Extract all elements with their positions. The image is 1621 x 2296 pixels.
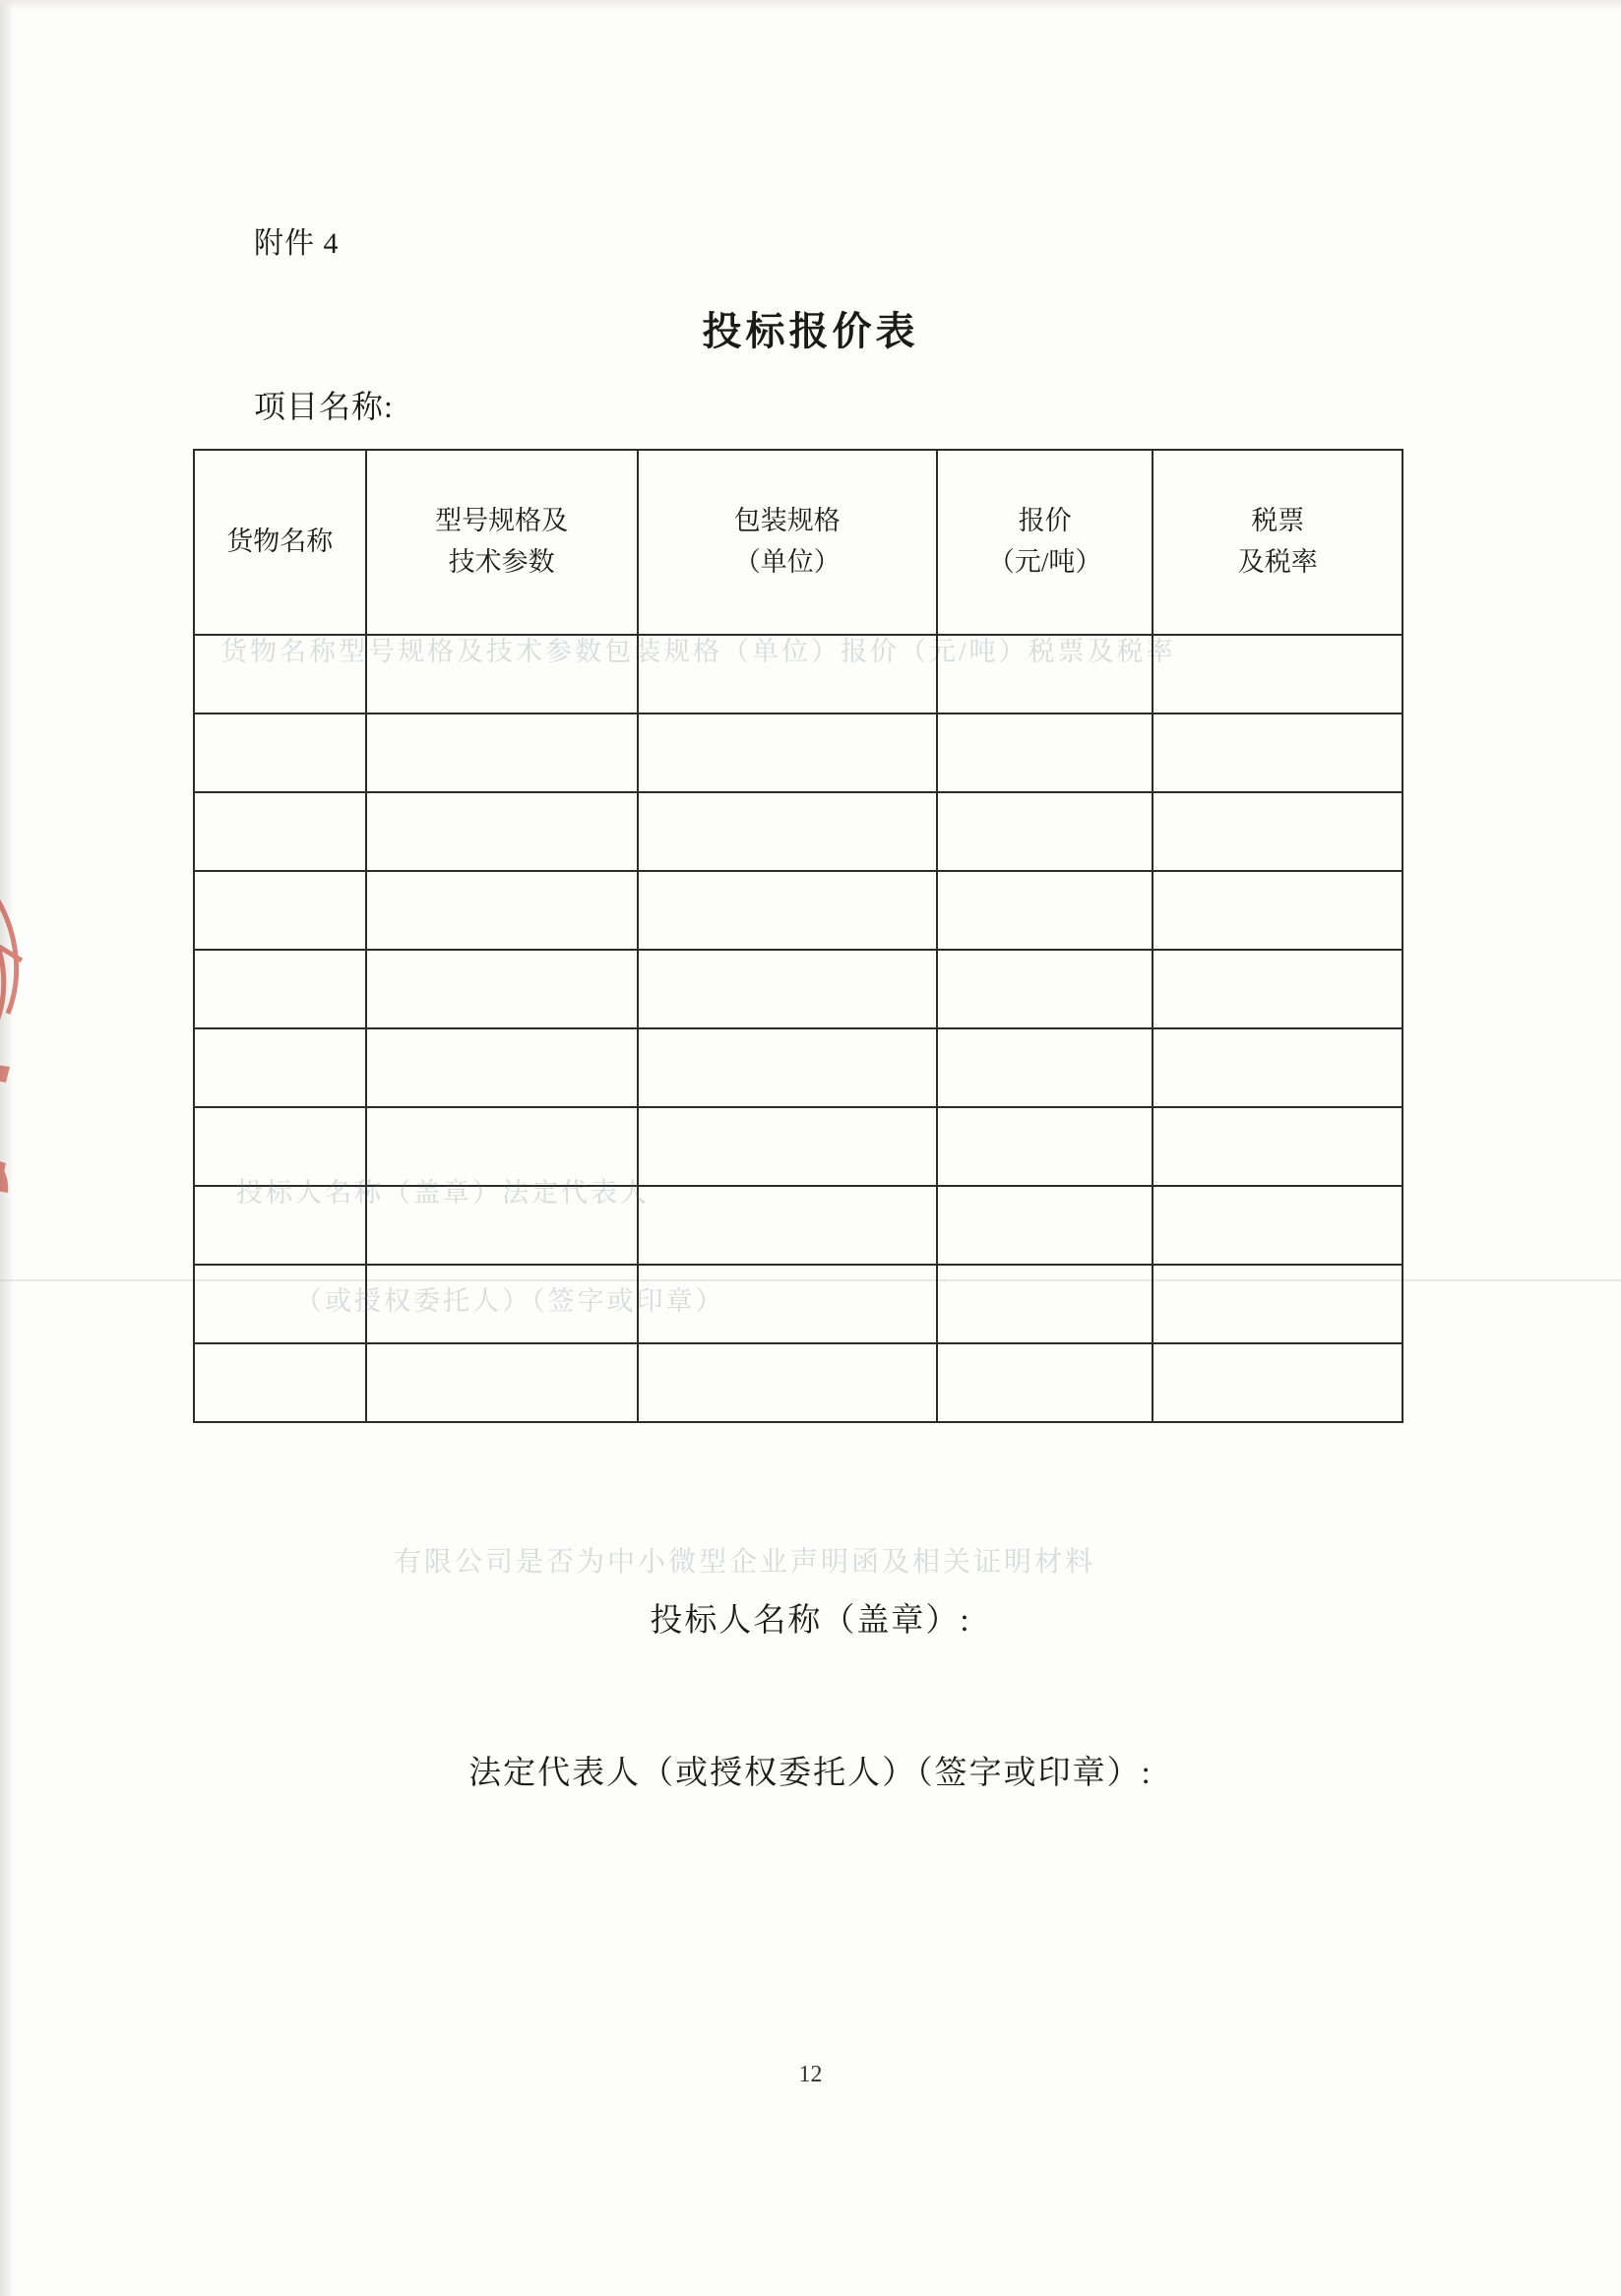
table-cell[interactable] (1153, 871, 1403, 950)
bidder-name-label: 投标人名称（盖章）: (650, 1603, 971, 1639)
table-cell[interactable] (194, 792, 366, 871)
table-cell[interactable] (937, 1265, 1153, 1343)
table-body (194, 635, 1403, 1422)
table-cell[interactable] (638, 1186, 937, 1265)
column-header-line1: 包装规格 (733, 506, 841, 536)
table-cell[interactable] (194, 1343, 366, 1422)
table-cell[interactable] (366, 871, 638, 950)
table-row[interactable] (194, 1343, 1403, 1422)
column-header-goods-name (194, 450, 366, 635)
table-cell[interactable] (937, 871, 1153, 950)
project-name-label: 项目名称: (254, 389, 394, 424)
table-cell[interactable] (638, 1028, 937, 1107)
table-row[interactable] (194, 1265, 1403, 1343)
table-cell[interactable] (937, 1107, 1153, 1186)
table-row[interactable] (194, 1107, 1403, 1186)
table-row[interactable] (194, 635, 1403, 714)
table-row[interactable] (194, 714, 1403, 792)
attachment-label: 附件 4 (254, 227, 340, 260)
table-cell[interactable] (937, 714, 1153, 792)
table-cell[interactable] (937, 635, 1153, 714)
table-cell[interactable] (366, 635, 638, 714)
column-header-line2: 技术参数 (448, 547, 555, 577)
column-header-line1: 货物名称 (226, 527, 334, 557)
page-number: 12 (798, 2062, 823, 2087)
table-cell[interactable] (366, 950, 638, 1028)
table-header (194, 450, 1403, 635)
column-header-price (937, 450, 1153, 635)
legal-representative-label: 法定代表人（或授权委托人）（签字或印章）: (468, 1756, 1153, 1791)
column-header-line2: 及税率 (1237, 547, 1318, 577)
table-row[interactable] (194, 1028, 1403, 1107)
table-cell[interactable] (638, 1107, 937, 1186)
table-cell[interactable] (194, 950, 366, 1028)
column-header-model-spec (366, 450, 638, 635)
column-header-line1: 税票 (1251, 506, 1305, 536)
ghost-showthrough-text: （或授权委托人）（签字或印章） (295, 1286, 725, 1316)
table-cell[interactable] (194, 635, 366, 714)
table-cell[interactable] (1153, 1028, 1403, 1107)
table-cell[interactable] (937, 792, 1153, 871)
table-cell[interactable] (1153, 1265, 1403, 1343)
table-cell[interactable] (1153, 1107, 1403, 1186)
table-cell[interactable] (638, 950, 937, 1028)
table-cell[interactable] (194, 1186, 366, 1265)
scan-edge-shadow-top (0, 0, 1621, 10)
table-cell[interactable] (1153, 714, 1403, 792)
table-cell[interactable] (194, 1265, 366, 1343)
table-row[interactable] (194, 792, 1403, 871)
table-cell[interactable] (366, 1343, 638, 1422)
table-cell[interactable] (638, 871, 937, 950)
table-cell[interactable] (937, 1343, 1153, 1422)
table-cell[interactable] (638, 635, 937, 714)
table-cell[interactable] (366, 792, 638, 871)
table-cell[interactable] (937, 1028, 1153, 1107)
table-row[interactable] (194, 871, 1403, 950)
table-cell[interactable] (937, 950, 1153, 1028)
table-cell[interactable] (1153, 635, 1403, 714)
table-cell[interactable] (194, 1107, 366, 1186)
table-cell[interactable] (1153, 792, 1403, 871)
table-cell[interactable] (194, 714, 366, 792)
table-header-row (194, 450, 1403, 635)
column-header-line2: （元/吨） (987, 547, 1102, 577)
table-cell[interactable] (638, 1343, 937, 1422)
table-cell[interactable] (1153, 1343, 1403, 1422)
table-cell[interactable] (366, 1107, 638, 1186)
column-header-line1: 型号规格及 (435, 506, 569, 536)
ghost-showthrough-text: 有限公司是否为中小微型企业声明函及相关证明材料 (394, 1547, 1096, 1578)
table-cell[interactable] (366, 1028, 638, 1107)
ghost-showthrough-text: 货物名称型号规格及技术参数包装规格（单位）报价（元/吨）税票及税率 (220, 637, 1176, 666)
column-header-tax (1153, 450, 1403, 635)
table-cell[interactable] (638, 714, 937, 792)
red-seal-stamp (0, 866, 96, 1220)
table-cell[interactable] (194, 1028, 366, 1107)
table-cell[interactable] (1153, 1186, 1403, 1265)
column-header-packaging-spec (638, 450, 937, 635)
bid-price-table (193, 449, 1403, 1423)
table-cell[interactable] (638, 792, 937, 871)
table-cell[interactable] (366, 714, 638, 792)
table-cell[interactable] (937, 1186, 1153, 1265)
page-title: 投标报价表 (702, 309, 919, 353)
column-header-line1: 报价 (1018, 506, 1072, 536)
table-row[interactable] (194, 1186, 1403, 1265)
table-cell[interactable] (1153, 950, 1403, 1028)
column-header-line2: （单位） (733, 547, 841, 577)
ghost-showthrough-text: 投标人名称（盖章）法定代表人 (236, 1178, 650, 1208)
table-cell[interactable] (366, 1265, 638, 1343)
table-cell[interactable] (638, 1265, 937, 1343)
table-cell[interactable] (366, 1186, 638, 1265)
table-row[interactable] (194, 950, 1403, 1028)
table-cell[interactable] (194, 871, 366, 950)
